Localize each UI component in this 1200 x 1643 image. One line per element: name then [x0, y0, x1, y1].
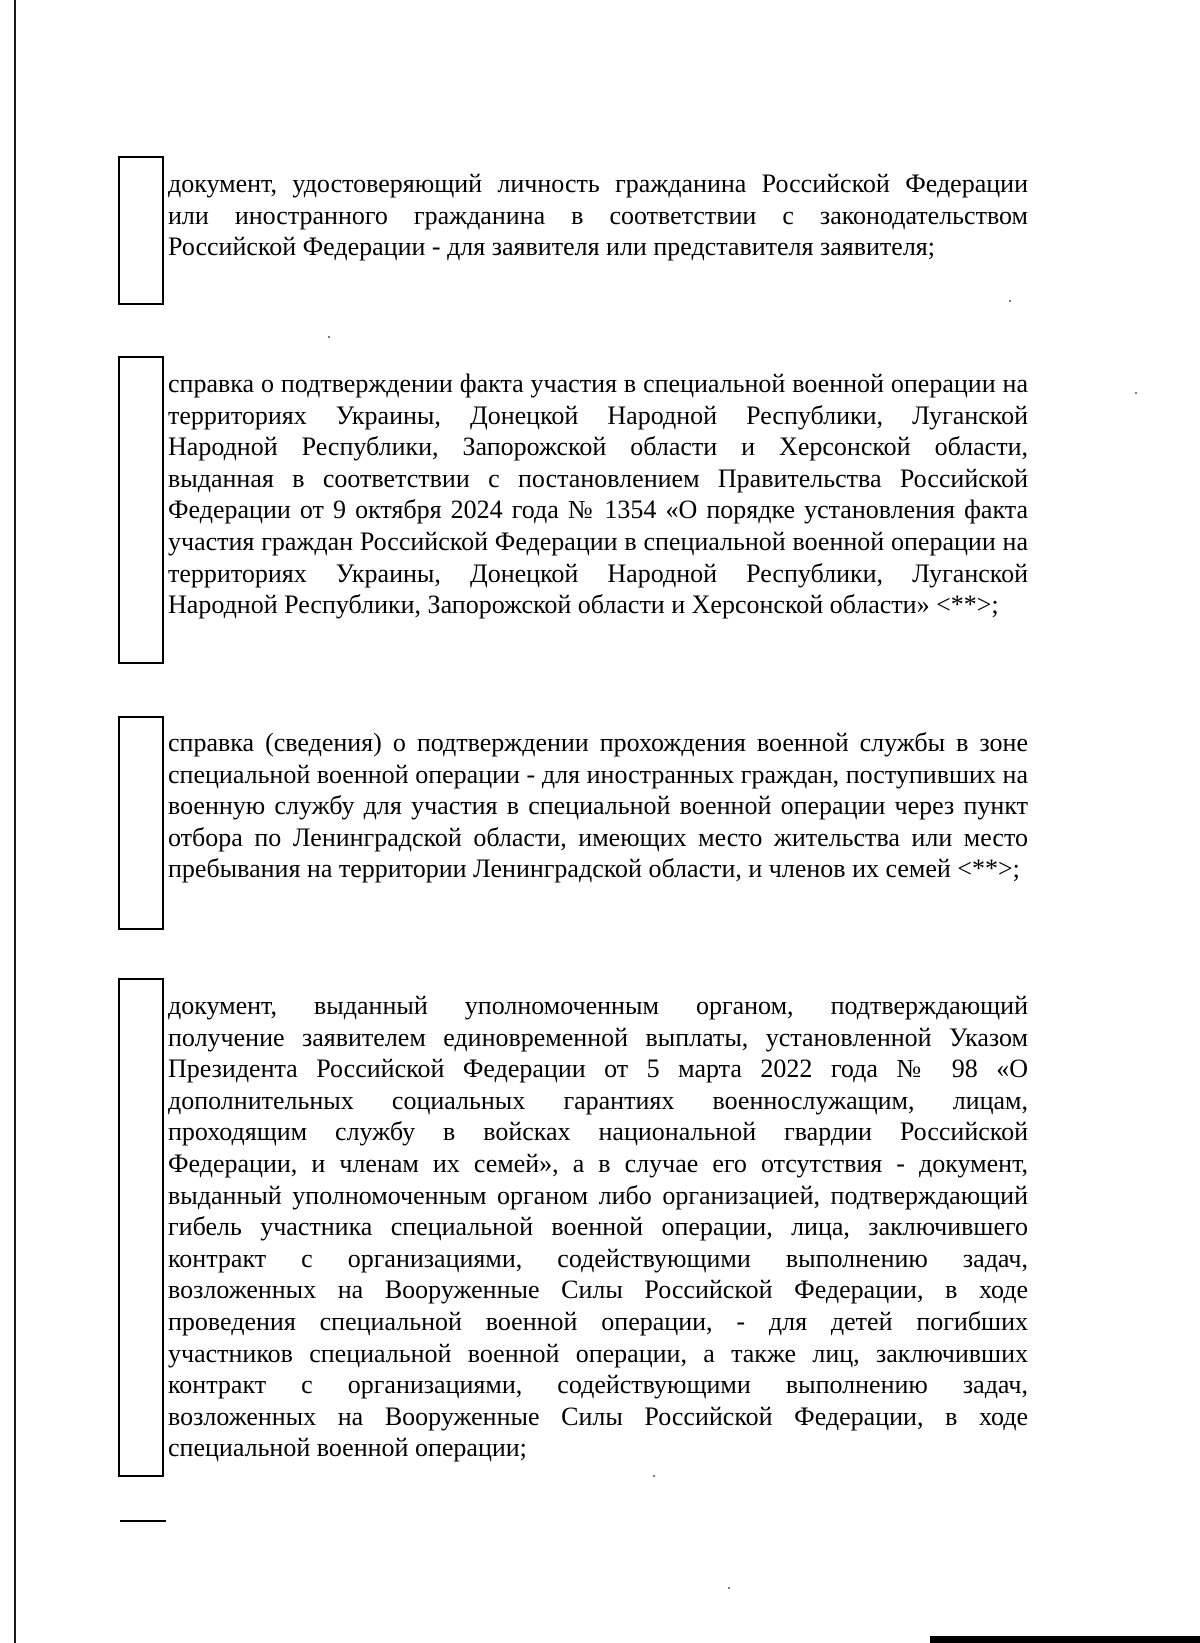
scan-left-edge — [14, 0, 16, 1643]
item-3-text: справка (сведения) о подтверждении прохождения военной службы в зоне специальной военной операции - для иностранных граждан, поступивших на военную службу для участия в специальной военной операции через пункт отбора по Ленинградской области, имеющих место жительства или место пребывания на территории Ленинградской области, и членов их семей <**>; — [168, 728, 1028, 884]
item-2-text: справка о подтверждении факта участия в специальной военной операции на территориях Украины, Донецкой Народной Республики, Луганской Народной Республики, Запорожской области и Херсонской области, выданная в соответствии с постановлением Правительства Российской Федерации от 9 октября 2024 года № 1354 «О порядке установления факта участия граждан Российской Федерации в специальной военной операции на территориях Украины, Донецкой Народной Республики, Луганской Народной Республики, Запорожской области и Херсонской области» <**>; — [168, 369, 1028, 620]
scan-speck — [1135, 392, 1137, 394]
scan-speck — [728, 1587, 730, 1589]
item-2-checkbox[interactable] — [118, 356, 164, 664]
item-4-checkbox[interactable] — [118, 978, 164, 1477]
scan-speck — [1009, 300, 1011, 302]
item-3-checkbox[interactable] — [118, 716, 164, 930]
item-1-text: документ, удостоверяющий личность гражданина Российской Федерации или иностранного гражданина в соответствии с законодательством Российской Федерации - для заявителя или представителя заявителя; — [168, 169, 1028, 262]
scan-speck — [653, 1475, 655, 1477]
scan-bottom-edge — [930, 1636, 1200, 1643]
scan-speck — [328, 336, 330, 338]
item-1-checkbox[interactable] — [118, 156, 164, 305]
item-4-text: документ, выданный уполномоченным органом, подтверждающий получение заявителем единовременной выплаты, установленной Указом Президента Российской Федерации от 5 марта 2022 года № 98 «О дополнительных социальных гарантиях военнослужащим, лицам, проходящим службу в войсках национальной гвардии Российской Федерации, и членам их семей», а в случае его отсутствия - документ, выданный уполномоченным органом либо организацией, подтверждающий гибель участника специальной военной операции, лица, заключившего контракт с организациями, содействующими выполнению задач, возложенных на Вооруженные Силы Российской Федерации, в ходе проведения специальной военной операции, - для детей погибших участников специальной военной операции, а также лиц, заключивших контракт с организациями, содействующими выполнению задач, возложенных на Вооруженные Силы Российской Федерации, в ходе специальной военной операции; — [168, 991, 1028, 1463]
trailing-underline — [120, 1520, 166, 1522]
